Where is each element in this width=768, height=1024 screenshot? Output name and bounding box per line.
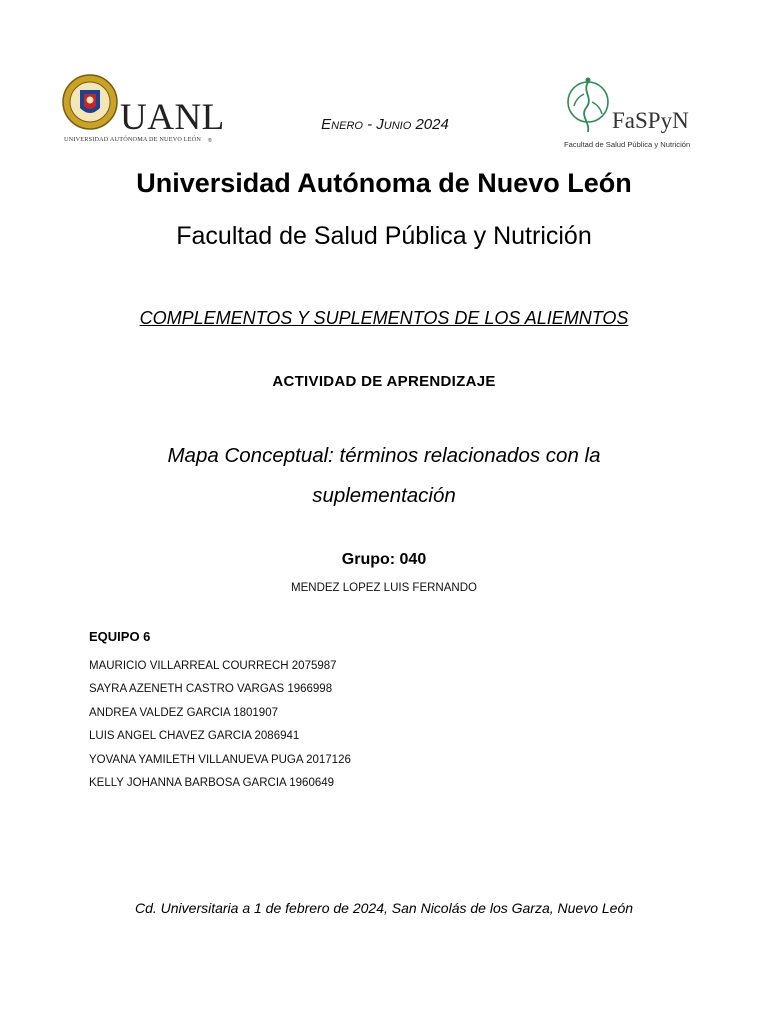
document-title: Mapa Conceptual: términos relacionados con la suplementación (167, 444, 601, 507)
activity-heading: ACTIVIDAD DE APRENDIZAJE (272, 373, 496, 390)
academic-period (300, 116, 470, 133)
team-members-list (89, 655, 351, 795)
period-year: 2024 (411, 116, 449, 133)
course-name: COMPLEMENTOS Y SUPLEMENTOS DE LOS ALIEMNTOS (139, 308, 629, 328)
teacher-name: MENDEZ LOPEZ LUIS FERNANDO (291, 582, 477, 594)
uanl-logo-text: UANL (120, 97, 225, 138)
place-and-date: Cd. Universitaria a 1 de febrero de 2024, San Nicolás de los Garza, Nuevo León (134, 900, 634, 916)
faspyn-logo-subtitle: Facultad de Salud Pública y Nutrición (564, 140, 691, 149)
university-name: Universidad Autónoma de Nuevo León (136, 168, 632, 198)
team-member: KELLY JOHANNA BARBOSA GARCIA 1960649 (89, 777, 335, 790)
period-separator: - (362, 116, 377, 133)
uanl-seal-icon (62, 68, 118, 136)
uanl-registered-mark: ® (208, 138, 212, 144)
faspyn-logo-text: FaSPyN (612, 108, 689, 133)
period-j-cap: J (376, 116, 384, 133)
team-member: ANDREA VALDEZ GARCIA 1801907 (89, 706, 278, 719)
team-member: MAURICIO VILLARREAL COURRECH 2075987 (89, 660, 337, 672)
uanl-logo-subtitle: UNIVERSIDAD AUTÓNOMA DE NUEVO LEÓN (64, 136, 202, 143)
faspyn-emblem-icon (560, 72, 616, 138)
period-e-rest: NERO (331, 120, 363, 132)
faculty-name: Facultad de Salud Pública y Nutrición (176, 222, 592, 250)
team-member: LUIS ANGEL CHAVEZ GARCIA 2086941 (89, 730, 300, 743)
period-e-cap: E (321, 116, 332, 133)
team-member: YOVANA YAMILETH VILLANUEVA PUGA 2017126 (89, 753, 351, 766)
team-label: EQUIPO 6 (89, 629, 151, 644)
faspyn-logo (560, 72, 710, 150)
team-member: SAYRA AZENETH CASTRO VARGAS 1966998 (89, 683, 333, 696)
period-j-rest: UNIO (383, 120, 412, 132)
uanl-logo (62, 68, 225, 148)
group-label: Grupo: 040 (341, 551, 427, 568)
